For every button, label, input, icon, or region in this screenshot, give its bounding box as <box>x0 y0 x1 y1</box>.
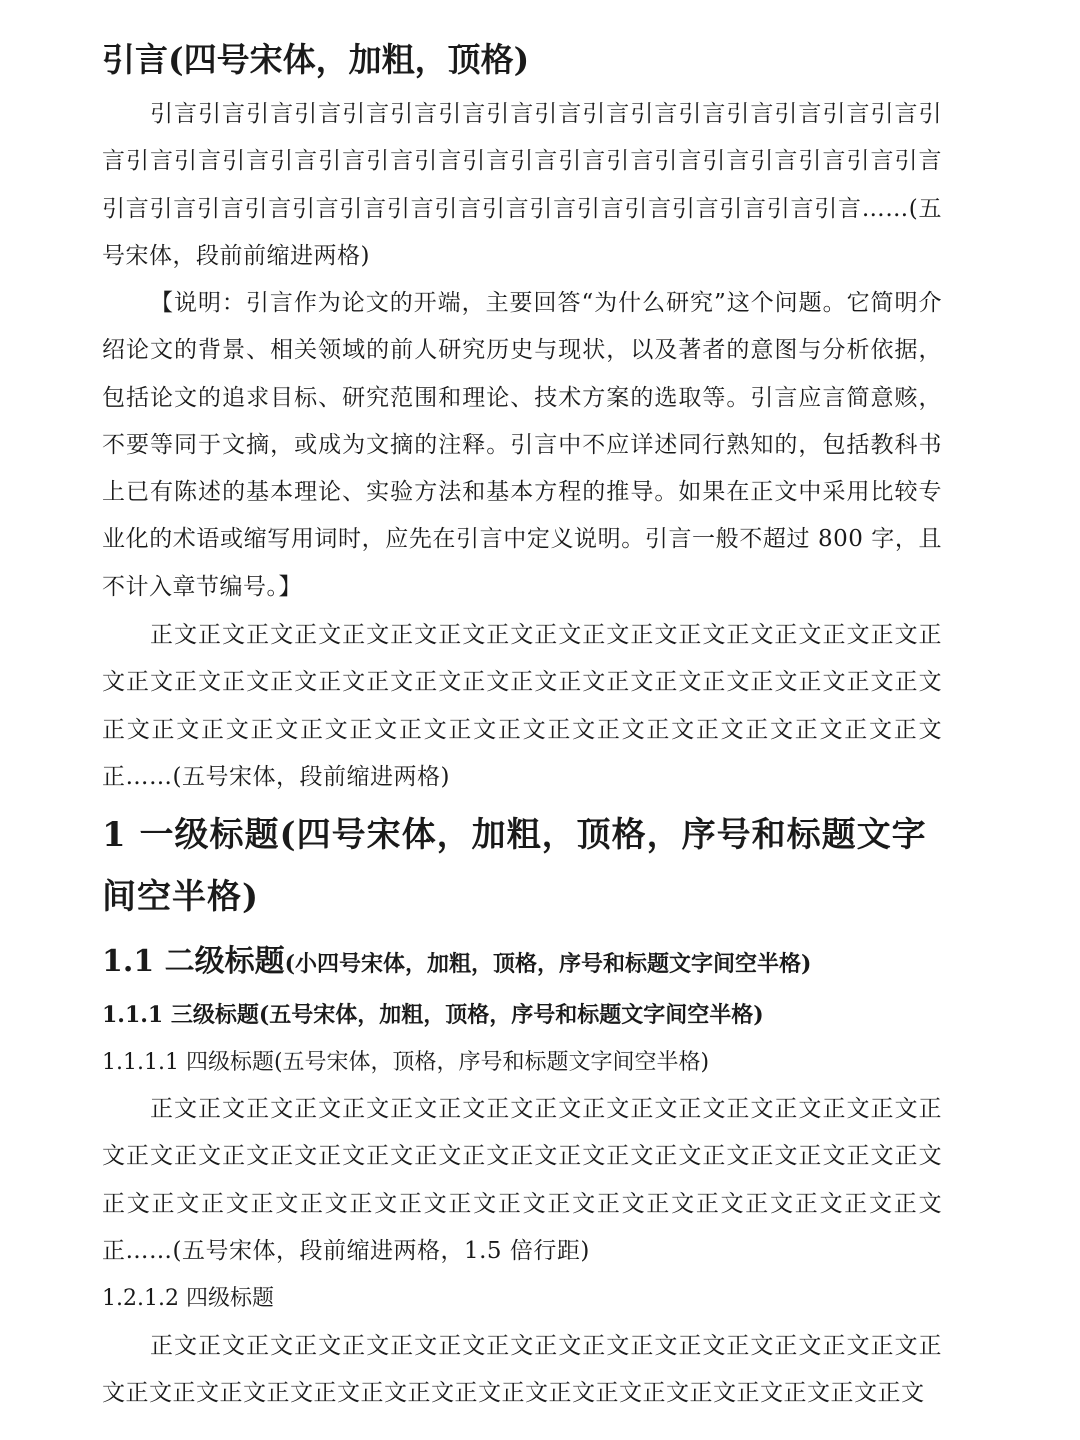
body-paragraph-second: 正文正文正文正文正文正文正文正文正文正文正文正文正文正文正文正文正文正文正文正文正文正文正文正文正文正文正文正文正文正文正文正文正文正文 <box>102 1333 942 1407</box>
level2-heading-title: 1.1 二级标题 <box>102 944 285 979</box>
level2-heading-note: (小四号宋体，加粗，顶格，序号和标题文字间空半格) <box>284 951 812 977</box>
level4-heading: 1.1.1.1 四级标题(五号宋体，顶格，序号和标题文字间空半格) <box>102 1050 710 1075</box>
level4-heading-second: 1.2.1.2 四级标题 <box>102 1286 274 1311</box>
intro-paragraph: 引言引言引言引言引言引言引言引言引言引言引言引言引言引言引言引言引言引言引言引言引言引言引言引言引言引言引言引言引言引言引言引言引言引言引言引言引言引言引言引言引言引言引言引言引言引言引言引言引言引言……(五号宋体，段前前缩进两格) <box>102 101 942 269</box>
intro-heading: 引言(四号宋体，加粗，顶格) <box>102 40 530 79</box>
level1-heading: 1 一级标题(四号宋体，加粗，顶格，序号和标题文字间空半格) <box>102 815 927 917</box>
level3-heading: 1.1.1 三级标题(五号宋体，加粗，顶格，序号和标题文字间空半格) <box>102 1002 764 1028</box>
level2-heading <box>102 938 942 986</box>
intro-note-paragraph: 【说明：引言作为论文的开端，主要回答“为什么研究”这个问题。它简明介绍论文的背景、相关领域的前人研究历史与现状，以及著者的意图与分析依据，包括论文的追求目标、研究范围和理论、技术方案的选取等。引言应言简意赅，不要等同于文摘，或成为文摘的注释。引言中不应详述同行熟知的，包括教科书上已有陈述的基本理论、实验方法和基本方程的推导。如果在正文中采用比较专业化的术语或缩写用词时，应先在引言中定义说明。引言一般不超过 800 字，且不计入章节编号。】 <box>102 290 942 600</box>
body-paragraph: 正文正文正文正文正文正文正文正文正文正文正文正文正文正文正文正文正文正文正文正文正文正文正文正文正文正文正文正文正文正文正文正文正文正文正文正文正文正文正文正文正文正文正文正文正文正文正文正文正文正文正文正……(五号宋体，段前缩进两格，1.5 倍行距) <box>102 1096 942 1264</box>
intro-body-paragraph: 正文正文正文正文正文正文正文正文正文正文正文正文正文正文正文正文正文正文正文正文正文正文正文正文正文正文正文正文正文正文正文正文正文正文正文正文正文正文正文正文正文正文正文正文正文正文正文正文正文正文正文正……(五号宋体，段前缩进两格) <box>102 622 942 790</box>
